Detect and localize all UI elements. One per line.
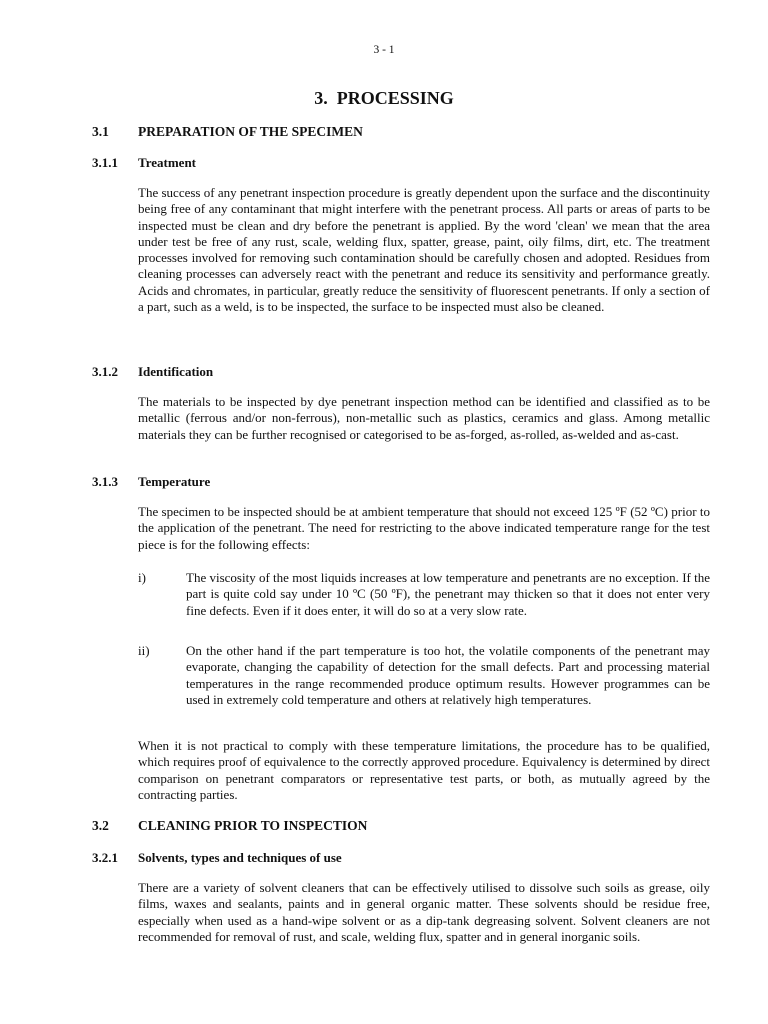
paragraph-temperature: The specimen to be inspected should be at ambient temperature that should not exceed 125 ºF (52 ºC) prior to the application of the penetrant. The need for restricting to the above indicated temperature range for the test piece is for the following effects: <box>138 504 710 552</box>
subsection-heading-3-1-3 <box>92 474 210 490</box>
paragraph-solvents: There are a variety of solvent cleaners that can be effectively utilised to dissolve such soils as grease, oily films, waxes and sealants, paints and in general organic matter. These solvents should be residue free, especially when used as a hand-wipe solvent or as a dip-tank degreasing solvent. Solvent cleaners are not recommended for removal of rust, and scale, welding flux, spatter and in general inorganic soils. <box>138 880 710 944</box>
chapter-title-text: PROCESSING <box>336 88 454 108</box>
section-heading-3-1 <box>92 124 363 140</box>
list-item <box>138 643 710 708</box>
list-item-text: The viscosity of the most liquids increases at low temperature and penetrants are no exception. If the part is quite cold say under 10 ºC (50 ºF), the penetrant may thicken so that it does not enter very fine defects. Even if it does enter, it will do so at a very slow rate. <box>186 570 710 618</box>
section-title: CLEANING PRIOR TO INSPECTION <box>138 818 368 833</box>
subsection-heading-3-2-1 <box>92 850 342 866</box>
chapter-title <box>0 88 768 109</box>
page-number: 3 - 1 <box>373 44 395 56</box>
subsection-number: 3.1.3 <box>92 474 118 489</box>
list-marker: ii) <box>138 643 150 658</box>
chapter-number: 3. <box>314 88 328 108</box>
subsection-number: 3.2.1 <box>92 850 118 865</box>
section-title: PREPARATION OF THE SPECIMEN <box>138 124 363 139</box>
section-number: 3.1 <box>92 124 109 139</box>
subsection-number: 3.1.2 <box>92 364 118 379</box>
subsection-heading-3-1-2 <box>92 364 213 380</box>
subsection-title: Solvents, types and techniques of use <box>138 850 342 865</box>
subsection-title: Temperature <box>138 474 211 489</box>
subsection-title: Identification <box>138 364 214 379</box>
list-item-text: On the other hand if the part temperature is too hot, the volatile components of the penetrant may evaporate, changing the capability of detection for the small defects. Part and processing material temperatures in the range recommended produce optimum results. However programmes can be used in extremely cold temperature and others at relatively high temperatures. <box>186 643 710 707</box>
subsection-number: 3.1.1 <box>92 155 118 170</box>
subsection-heading-3-1-1 <box>92 155 196 171</box>
paragraph-treatment: The success of any penetrant inspection procedure is greatly dependent upon the surface and the discontinuity being free of any contaminant that might interfere with the penetrant process. All parts or areas of parts to be inspected must be clean and dry before the penetrant is applied. By the word 'clean' we mean that the area under test be free of any rust, scale, welding flux, spatter, grease, paint, oily films, dirt, etc. The treatment processes involved for removing such contamination should be carefully chosen and adopted. Residues from cleaning processes can adversely react with the penetrant and reduce its sensitivity and performance greatly. Acids and chromates, in particular, greatly reduce the sensitivity of fluorescent penetrants. If only a section of a part, such as a weld, is to be inspected, the surface to be inspected must also be cleaned. <box>138 185 710 315</box>
paragraph-identification: The materials to be inspected by dye penetrant inspection method can be identified and classified as to be metallic (ferrous and/or non-ferrous), non-metallic such as plastics, ceramics and glass. Among metallic materials they can be further recognised or categorised to be as-forged, as-rolled, as-welded and as-cast. <box>138 394 710 442</box>
section-number: 3.2 <box>92 818 109 833</box>
subsection-title: Treatment <box>138 155 196 170</box>
list-marker: i) <box>138 570 146 585</box>
list-item <box>138 570 710 619</box>
paragraph-temperature-closing: When it is not practical to comply with these temperature limitations, the procedure has to be qualified, which requires proof of equivalence to the correctly approved procedure. Equivalency is determined by direct comparison on penetrant comparators or representative test parts, or both, as mutually agreed by the contracting parties. <box>138 738 710 802</box>
section-heading-3-2 <box>92 818 367 834</box>
